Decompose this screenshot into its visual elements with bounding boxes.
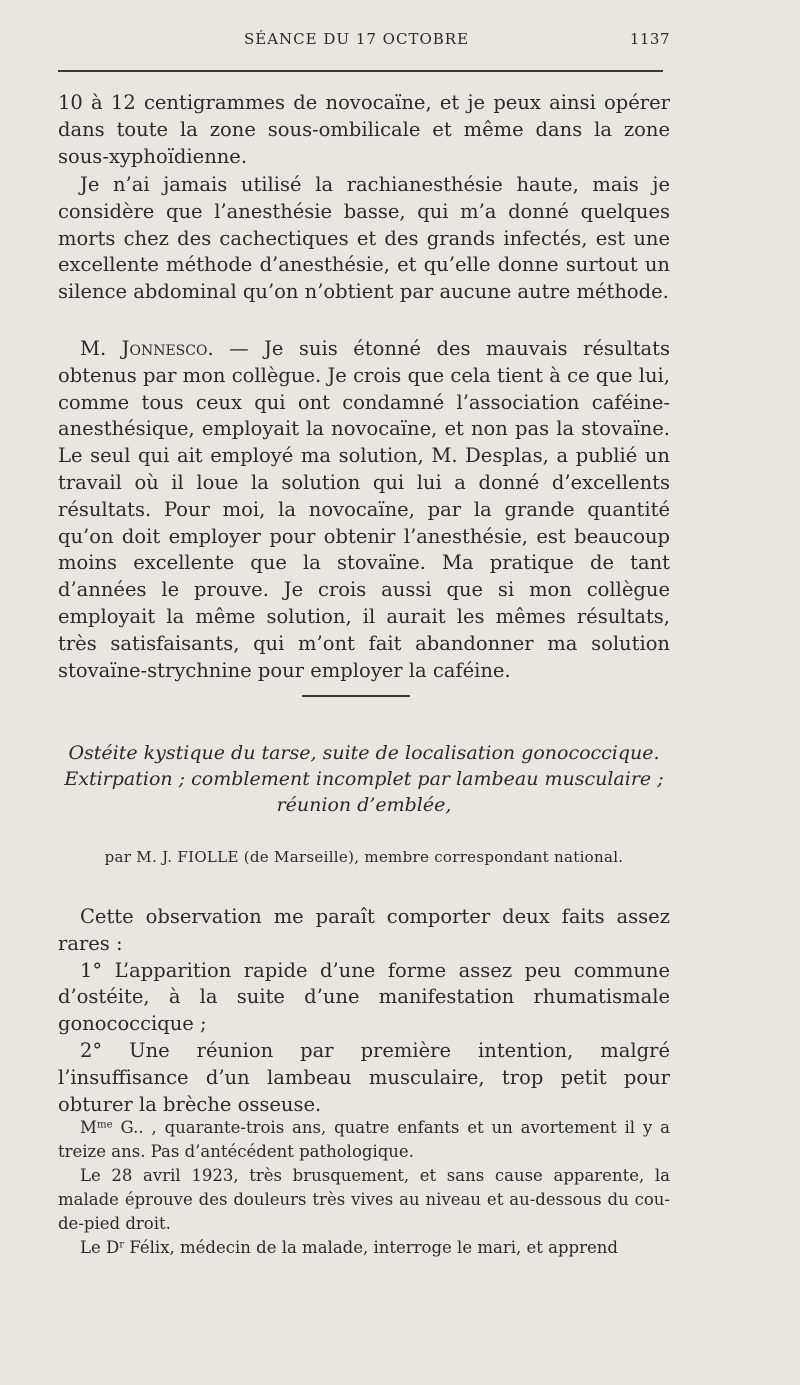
paragraph-rachianesthesie [58, 172, 670, 306]
paragraph-jonnesco [58, 336, 670, 684]
page-header [58, 30, 670, 56]
running-title: SÉANCE DU 17 OCTOBRE [244, 30, 470, 48]
case-text: Félix, médecin de la malade, interroge le mari, et apprend [124, 1238, 618, 1257]
case-text: G.. , quarante-trois ans, quatre enfants et un avortement il y a treize ans. Pas d’antécédent pathologique. [58, 1118, 670, 1161]
case-paragraph [58, 1236, 670, 1260]
case-paragraph: Le 28 avril 1923, très brusquement, et sans cause apparente, la malade éprouve des douleurs très vives au niveau et au-dessous du cou-de-pied droit. [58, 1166, 670, 1233]
paragraph-text: 10 à 12 centigrammes de novocaïne, et je peux ainsi opérer dans toute la zone sous-ombilicale et même dans la zone sous-xyphoïdienne. [58, 91, 670, 168]
paragraph-text [58, 336, 670, 684]
header-rule [58, 70, 663, 72]
case-title-sup: me [96, 1119, 113, 1131]
page-number: 1137 [629, 30, 670, 48]
title-line: Extirpation ; comblement incomplet par lambeau musculaire ; [64, 768, 664, 790]
observation-point-1: 1° L’apparition rapide d’une forme assez peu commune d’ostéite, à la suite d’une manifestation rhumatismale gonococcique ; [58, 958, 670, 1036]
speaker-name: M. Jonnesco. [80, 337, 214, 360]
case-title-abbrev: M [80, 1118, 97, 1137]
case-doctor-sup: r [119, 1239, 125, 1251]
observation-intro: Cette observation me paraît comporter deux faits assez rares : [58, 905, 670, 955]
section-divider [302, 695, 410, 697]
article-title [58, 740, 670, 818]
title-line: réunion d’emblée, [276, 794, 452, 816]
case-paragraph [58, 1116, 670, 1164]
title-line: Ostéite kystique du tarse, suite de localisation gonococcique. [68, 742, 660, 764]
paragraph-text: Je n’ai jamais utilisé la rachianesthésie haute, mais je considère que l’anesthésie basse, qui m’a donné quelques morts chez des cachectiques et des grands infectés, est une excellente méthode d’anesthésie, et qu’elle donne surtout un silence abdominal qu’on n’obtient par aucune autre méthode. [58, 173, 670, 304]
article-byline: par M. J. FIOLLE (de Marseille), membre correspondant national. [104, 848, 624, 866]
case-doctor-abbrev: Le D [80, 1238, 120, 1257]
case-report [58, 1116, 670, 1260]
speaker-remarks: — Je suis étonné des mauvais résultats obtenus par mon collègue. Je crois que cela tient à ce que lui, comme tous ceux qui ont condamné l’association caféine-anesthésique, employait la novocaïne, et non pas la stovaïne. Le seul qui ait employé ma solution, M. Desplas, a publié un travail où il loue la solution qui lui a donné d’excellents résultats. Pour moi, la novocaïne, par la grande quantité qu’on doit employer pour obtenir l’anesthésie, est beaucoup moins excellente que la stovaïne. Ma pratique de tant d’années le prouve. Je crois aussi que si mon collègue employait la même solution, il aurait les mêmes résultats, très satisfaisants, qui m’ont fait abandonner ma solution stovaïne-strychnine pour employer la caféine. [58, 337, 670, 682]
observation-section [58, 904, 670, 1118]
paragraph-continuation [58, 90, 670, 170]
observation-point-2: 2° Une réunion par première intention, malgré l’insuffisance d’un lambeau musculaire, trop petit pour obturer la brèche osseuse. [58, 1038, 670, 1116]
